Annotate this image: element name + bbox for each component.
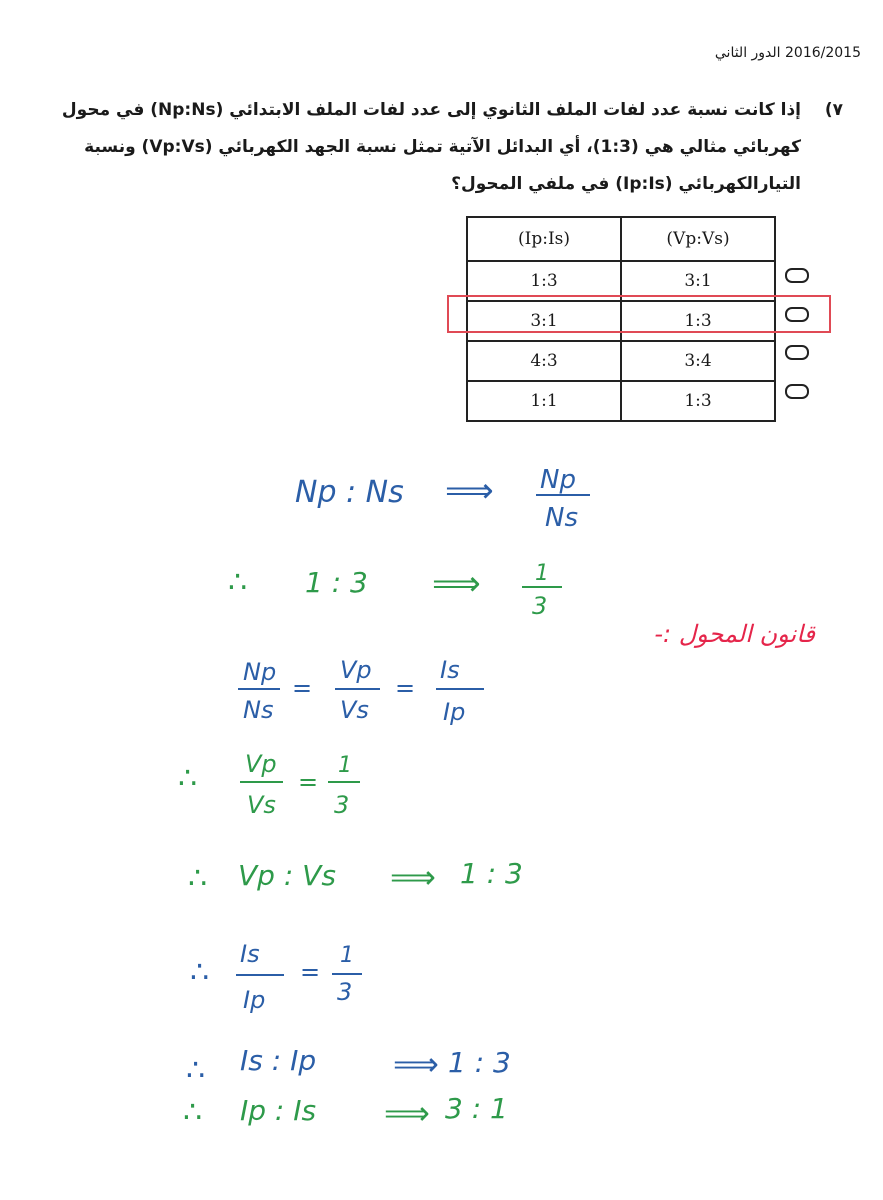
exam-session-label: 2016/2015 الدور الثاني — [714, 45, 861, 61]
hw-l4-eq: = — [298, 768, 319, 796]
hw-l6-eq: = — [300, 958, 321, 986]
question-text: إذا كانت نسبة عدد لفات الملف الثانوي إلى عدد لفات الملف الابتدائي (Np:Ns) في محول كهربائي مثالي هي (1:3)، أي البدائل الآتية تمثل نسبة الجهد الكهربائي (Vp:Vs) ونسبة التيارالكهربائي (Ip:Is) في ملفي المحول؟ — [61, 100, 801, 194]
hw-arrow-5: ⟹ — [390, 858, 436, 896]
hw-arrow-8: ⟹ — [384, 1094, 430, 1132]
hw-therefore-2: ∴ — [228, 565, 248, 600]
header-current-ratio: (Ip:Is) — [467, 217, 621, 261]
question-number: ٧) — [824, 100, 843, 120]
hw-l6-den: Ip — [243, 986, 266, 1014]
hw-law-eq-1: = — [292, 674, 313, 702]
hw-therefore-8: ∴ — [183, 1095, 203, 1130]
hw-law-eq-2: = — [395, 674, 416, 702]
row-a-current: 1:3 — [467, 261, 621, 301]
hw-arrow-7: ⟹ — [393, 1045, 439, 1083]
hw-law-f3-num: Is — [440, 656, 460, 684]
row-d-voltage: 1:3 — [621, 381, 775, 421]
hw-law-f1-den: Ns — [243, 696, 274, 724]
hw-law-f2-den: Vs — [340, 696, 369, 724]
hw-frac1-num: Np — [540, 465, 576, 495]
row-c-current: 4:3 — [467, 341, 621, 381]
hw-frac2-den: 3 — [532, 592, 548, 620]
hw-ratio-1-3: 1 : 3 — [305, 566, 368, 599]
hw-therefore-4: ∴ — [178, 761, 198, 796]
row-c-voltage: 3:4 — [621, 341, 775, 381]
hw-is-ip: Is : Ip — [240, 1044, 317, 1077]
row-b-current: 3:1 — [467, 301, 621, 341]
hw-law-f1-num: Np — [243, 658, 277, 686]
hw-ratio-5: 1 : 3 — [460, 857, 523, 890]
hw-law-label: قانون المحول :- — [654, 620, 815, 648]
hw-ip-is: Ip : Is — [240, 1094, 317, 1127]
row-a-voltage: 3:1 — [621, 261, 775, 301]
hw-l4-rnum: 1 — [338, 753, 352, 778]
hw-frac2-num: 1 — [535, 561, 549, 586]
hw-arrow-2: ⟹ — [432, 564, 481, 604]
hw-ratio-7: 1 : 3 — [448, 1046, 511, 1079]
hw-frac1-den: Ns — [545, 503, 578, 533]
hw-np-ns: Np : Ns — [295, 475, 404, 510]
hw-l6-rnum: 1 — [340, 943, 354, 968]
header-voltage-ratio: (Vp:Vs) — [621, 217, 775, 261]
hw-vp-vs: Vp : Vs — [238, 859, 336, 892]
hw-therefore-7: ∴ — [186, 1053, 206, 1088]
hw-l4-num: Vp — [245, 750, 277, 778]
hw-law-f3-den: Ip — [443, 698, 466, 726]
row-b-voltage: 1:3 — [621, 301, 775, 341]
hw-therefore-6: ∴ — [190, 955, 210, 990]
hw-l4-rden: 3 — [334, 791, 350, 819]
hw-law-f2-num: Vp — [340, 656, 372, 684]
hw-l6-rden: 3 — [337, 978, 353, 1006]
hw-l6-num: Is — [240, 940, 260, 968]
hw-l4-den: Vs — [247, 791, 276, 819]
hw-therefore-5: ∴ — [188, 861, 208, 896]
hw-arrow-1: ⟹ — [445, 471, 494, 511]
hw-ratio-8: 3 : 1 — [445, 1092, 508, 1125]
row-d-current: 1:1 — [467, 381, 621, 421]
